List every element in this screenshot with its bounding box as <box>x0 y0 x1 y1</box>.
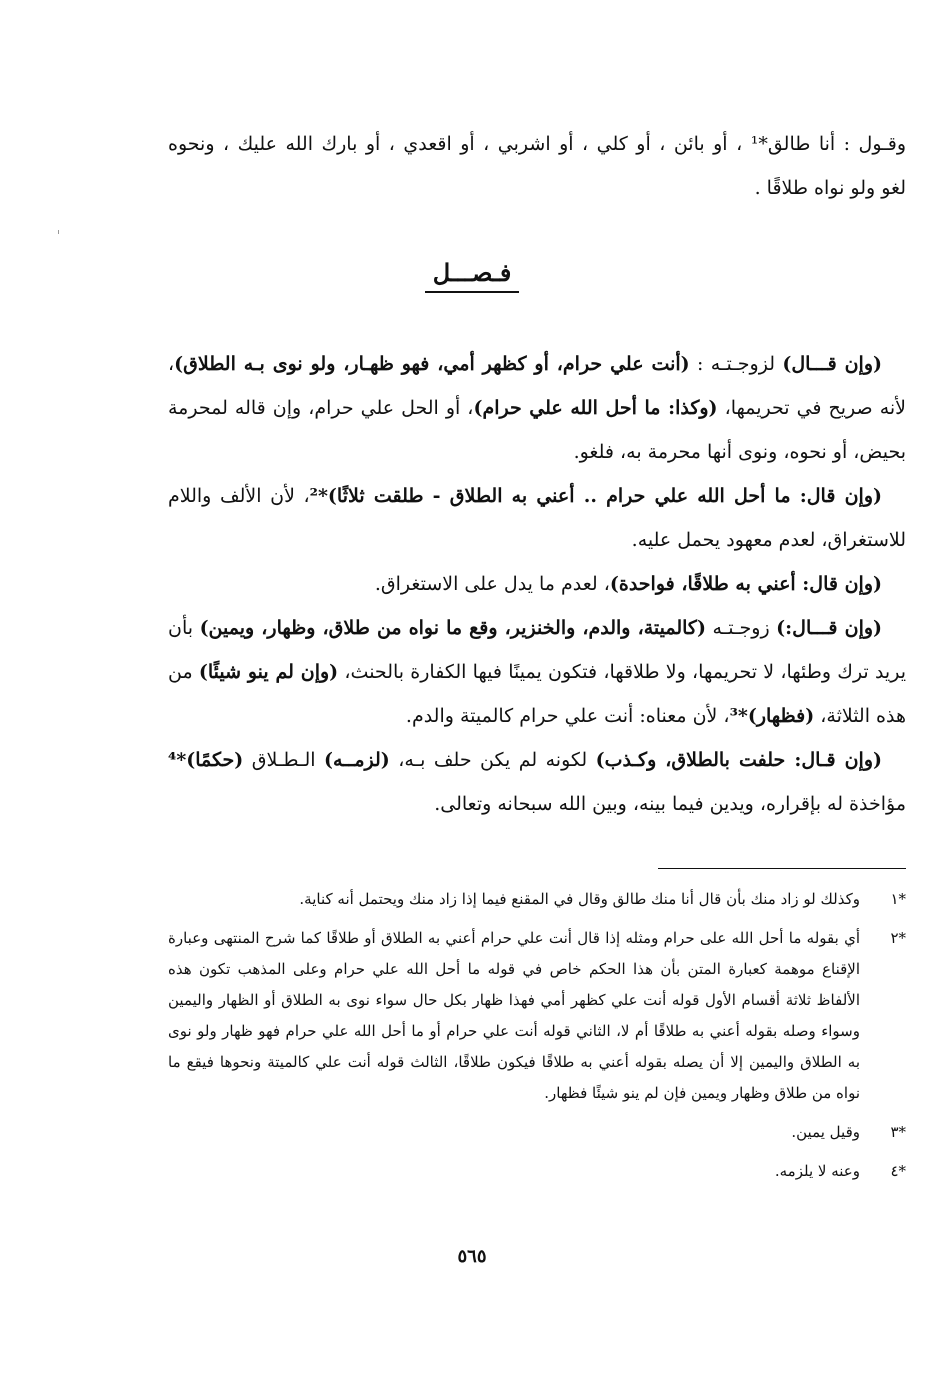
footnote <box>168 884 906 915</box>
text-segment: ، أو الحل علي حرام، وإن قاله لمحرمة بحيض، أو نحوه، ونوى أنها محرمة به، فلغو. <box>168 397 906 463</box>
footnote <box>168 1117 906 1148</box>
body-paragraph <box>168 562 906 606</box>
top-paragraph-line-1: وقـول : أنا طالق*¹ ، أو بائن ، أو كلي ، أو اشربي ، أو اقعدي ، أو بارك الله عليك ، ونحوه <box>168 133 906 155</box>
bold-text-segment: (فظهار)*³ <box>729 705 815 727</box>
bold-text-segment: (كالميتة، والدم، والخنزير، وقع ما نواه من طلاق، وظهار، ويمين) <box>199 617 706 639</box>
body-paragraph <box>168 738 906 826</box>
bold-text-segment: (وإن لم ينو شيئًا) <box>198 661 339 683</box>
footnote-mark: *٢ <box>890 929 906 947</box>
bold-text-segment: (وإن قال: ما أحل الله علي حرام .. أعني به الطلاق - طلقت ثلاثًا)*² <box>309 485 882 507</box>
footnote <box>168 1156 906 1187</box>
body-paragraph <box>168 342 906 474</box>
text-segment: بأن يريد ترك وطئها، لا تحريمها، ولا طلاقها، فتكون يمينًا فيها الكفارة بالحنث، <box>168 617 906 683</box>
footnotes <box>168 884 906 1195</box>
footnote-text: وكذلك لو زاد منك بأن قال أنا منك طالق وقال في المقنع فيما إذا زاد منك ويحتمل أنه كناية. <box>299 890 860 908</box>
page-number: ٥٦٥ <box>457 1246 487 1267</box>
text-segment: ، لأن معناه: أنت علي حرام كالميتة والدم. <box>405 705 730 727</box>
text-segment: ، لعدم ما يدل على الاستغراق. <box>374 573 610 595</box>
bold-text-segment: (أنت علي حرام، أو كظهر أمي، فهو ظهـار، ولو نوى بـه الطلاق) <box>174 353 690 375</box>
section-heading <box>0 258 944 293</box>
footnote-text: أي بقوله ما أحل الله على حرام ومثله إذا قال أنت علي حرام أعني به الطلاق أو طلاقًا كما شرح المنتهى وعبارة الإقناع موهمة كعبارة المتن بأن هذا الحكم خاص في قوله ما أحل الله علي حرام وعلى المذهب تكون هذه الألفاظ ثلاثة أقسام الأول قوله أنت علي كظهر أمي فهذا ظهار بكل حال سواء نوى به الطلاق أو الظهار واليمين وسواء وصله بقوله أعني به طلاقًا أم لا، الثاني قوله أنت علي حرام أو ما أحل الله علي حرام فهو ظهار ولو نوى به الطلاق واليمين إلا أن يصله بقوله أعني به طلاقًا فيكون طلاقًا، الثالث قوله أنت علي كالميتة ونحوها فيقع ما نواه من طلاق وظهار ويمين فإن لم ينو شيئًا فظهار. <box>168 929 860 1102</box>
text-segment: لزوجـتـه : <box>689 353 783 375</box>
footnote-text: وعنه لا يلزمه. <box>774 1162 860 1180</box>
text-segment: الـطـلاق <box>243 749 325 771</box>
bold-text-segment: (وإن قـال: حلفت بالطلاق، وكـذب) <box>595 749 883 771</box>
bold-text-segment: (لزمــه) <box>324 749 390 771</box>
top-paragraph-line-2: لغو ولو نواه طلاقًا . <box>754 177 906 199</box>
footnote-text: وقيل يمين. <box>791 1123 860 1141</box>
body-paragraph <box>168 474 906 562</box>
bold-text-segment: (وكذا: ما أحل الله علي حرام) <box>473 397 718 419</box>
footnote-divider <box>658 868 906 869</box>
text-segment: لكونه لم يكن حلف بـه، <box>389 749 596 771</box>
footnote-mark: *١ <box>890 890 906 908</box>
bold-text-segment: (وإن قـــال:) <box>776 617 883 639</box>
text-segment: ، لأن الألف واللام للاستغراق، لعدم معهود يحمل عليه. <box>168 485 906 551</box>
text-segment: من هذه الثلاثة، <box>168 661 906 727</box>
text-segment: ، لأنه صريح في تحريمها، <box>168 353 907 419</box>
bold-text-segment: (حكمًا)*⁴ <box>168 749 244 771</box>
margin-mark <box>58 230 59 234</box>
text-segment: مؤاخذة له بإقراره، ويدين فيما بينه، وبين الله سبحانه وتعالى. <box>434 793 906 815</box>
bold-text-segment: (وإن قـــال) <box>782 353 882 375</box>
footnote <box>168 923 906 1109</box>
section-heading-text: فـصـــل <box>425 258 520 293</box>
bold-text-segment: (وإن قال: أعني به طلاقًا، فواحدة) <box>609 573 882 595</box>
text-segment: زوجـتـه <box>705 617 777 639</box>
footnote-mark: *٤ <box>890 1162 906 1180</box>
footnote-mark: *٣ <box>890 1123 906 1141</box>
section-body <box>168 342 906 826</box>
top-paragraph <box>168 122 906 210</box>
body-paragraph <box>168 606 906 738</box>
